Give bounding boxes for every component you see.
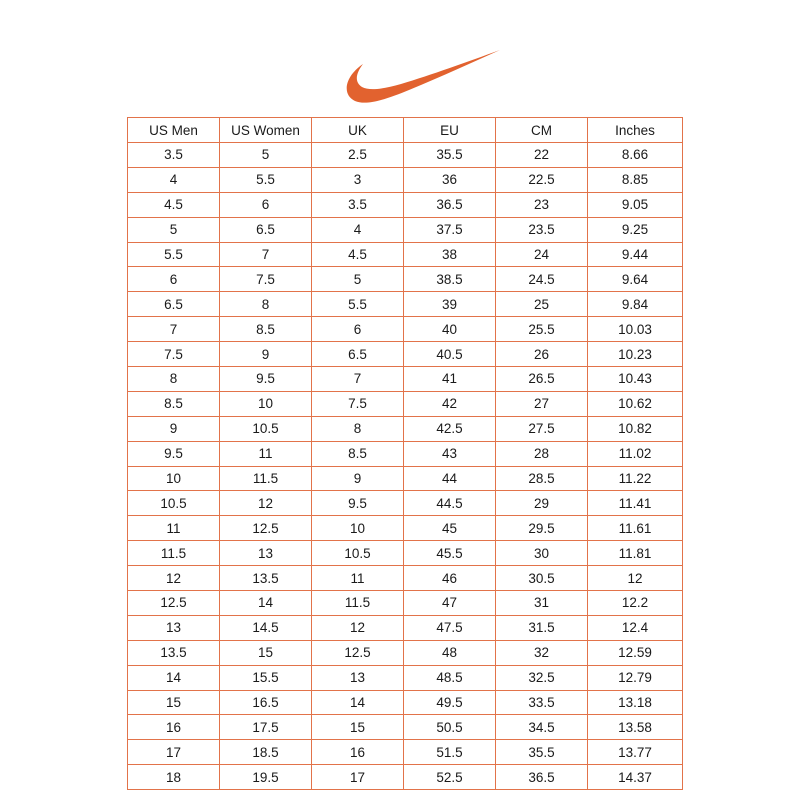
cell-us-men: 7	[128, 317, 220, 342]
cell-cm: 35.5	[496, 740, 588, 765]
cell-cm: 28.5	[496, 466, 588, 491]
table-row	[128, 167, 683, 192]
table-header-row	[128, 118, 683, 143]
cell-inches: 9.84	[588, 292, 683, 317]
cell-eu: 42.5	[404, 416, 496, 441]
cell-cm: 23	[496, 192, 588, 217]
cell-inches: 13.58	[588, 715, 683, 740]
cell-cm: 30	[496, 541, 588, 566]
cell-us-women: 12	[220, 491, 312, 516]
cell-cm: 23.5	[496, 217, 588, 242]
cell-inches: 8.85	[588, 167, 683, 192]
cell-us-women: 15	[220, 640, 312, 665]
table-row	[128, 541, 683, 566]
cell-cm: 27	[496, 391, 588, 416]
cell-cm: 24.5	[496, 267, 588, 292]
cell-inches: 10.03	[588, 317, 683, 342]
cell-eu: 50.5	[404, 715, 496, 740]
cell-us-men: 5	[128, 217, 220, 242]
cell-eu: 45	[404, 516, 496, 541]
cell-us-women: 5.5	[220, 167, 312, 192]
cell-cm: 29	[496, 491, 588, 516]
cell-uk: 10	[312, 516, 404, 541]
cell-uk: 3.5	[312, 192, 404, 217]
table-row	[128, 441, 683, 466]
cell-us-women: 9.5	[220, 367, 312, 392]
cell-inches: 12.59	[588, 640, 683, 665]
table-row	[128, 615, 683, 640]
table-row	[128, 715, 683, 740]
cell-uk: 9	[312, 466, 404, 491]
cell-cm: 31.5	[496, 615, 588, 640]
cell-us-men: 17	[128, 740, 220, 765]
cell-inches: 10.43	[588, 367, 683, 392]
cell-cm: 26	[496, 342, 588, 367]
cell-us-men: 10.5	[128, 491, 220, 516]
header-us-men: US Men	[128, 118, 220, 143]
cell-us-women: 16.5	[220, 690, 312, 715]
cell-us-women: 6	[220, 192, 312, 217]
table-row	[128, 192, 683, 217]
cell-cm: 34.5	[496, 715, 588, 740]
cell-us-women: 14.5	[220, 615, 312, 640]
cell-us-men: 12.5	[128, 591, 220, 616]
cell-inches: 10.23	[588, 342, 683, 367]
cell-uk: 3	[312, 167, 404, 192]
cell-us-men: 15	[128, 690, 220, 715]
cell-us-men: 4	[128, 167, 220, 192]
cell-uk: 17	[312, 765, 404, 790]
table-row	[128, 566, 683, 591]
cell-us-men: 11	[128, 516, 220, 541]
cell-uk: 2.5	[312, 143, 404, 168]
cell-eu: 38.5	[404, 267, 496, 292]
cell-us-women: 15.5	[220, 665, 312, 690]
cell-us-women: 19.5	[220, 765, 312, 790]
cell-cm: 25	[496, 292, 588, 317]
cell-uk: 15	[312, 715, 404, 740]
cell-uk: 16	[312, 740, 404, 765]
table-row	[128, 591, 683, 616]
cell-inches: 12.2	[588, 591, 683, 616]
cell-cm: 30.5	[496, 566, 588, 591]
cell-us-women: 8	[220, 292, 312, 317]
cell-us-men: 7.5	[128, 342, 220, 367]
cell-cm: 22	[496, 143, 588, 168]
cell-eu: 43	[404, 441, 496, 466]
cell-eu: 40	[404, 317, 496, 342]
cell-us-women: 9	[220, 342, 312, 367]
cell-inches: 11.22	[588, 466, 683, 491]
cell-uk: 7	[312, 367, 404, 392]
cell-us-men: 6.5	[128, 292, 220, 317]
cell-us-women: 10	[220, 391, 312, 416]
cell-us-women: 6.5	[220, 217, 312, 242]
cell-us-men: 3.5	[128, 143, 220, 168]
cell-eu: 48.5	[404, 665, 496, 690]
cell-us-men: 18	[128, 765, 220, 790]
cell-eu: 47	[404, 591, 496, 616]
header-cm: CM	[496, 118, 588, 143]
cell-eu: 38	[404, 242, 496, 267]
cell-uk: 5	[312, 267, 404, 292]
cell-cm: 32.5	[496, 665, 588, 690]
cell-cm: 24	[496, 242, 588, 267]
cell-cm: 25.5	[496, 317, 588, 342]
cell-inches: 11.61	[588, 516, 683, 541]
header-uk: UK	[312, 118, 404, 143]
cell-uk: 4.5	[312, 242, 404, 267]
cell-inches: 11.02	[588, 441, 683, 466]
cell-inches: 11.81	[588, 541, 683, 566]
cell-us-men: 11.5	[128, 541, 220, 566]
cell-us-men: 12	[128, 566, 220, 591]
table-row	[128, 640, 683, 665]
cell-cm: 29.5	[496, 516, 588, 541]
cell-uk: 5.5	[312, 292, 404, 317]
cell-cm: 33.5	[496, 690, 588, 715]
cell-us-men: 4.5	[128, 192, 220, 217]
table-row	[128, 143, 683, 168]
cell-eu: 46	[404, 566, 496, 591]
table-row	[128, 342, 683, 367]
cell-eu: 39	[404, 292, 496, 317]
size-chart-table	[127, 117, 683, 790]
table-row	[128, 665, 683, 690]
cell-uk: 11	[312, 566, 404, 591]
cell-uk: 8	[312, 416, 404, 441]
cell-uk: 8.5	[312, 441, 404, 466]
cell-us-men: 5.5	[128, 242, 220, 267]
cell-us-women: 5	[220, 143, 312, 168]
header-eu: EU	[404, 118, 496, 143]
cell-inches: 9.05	[588, 192, 683, 217]
cell-us-men: 6	[128, 267, 220, 292]
table-row	[128, 765, 683, 790]
cell-us-women: 11.5	[220, 466, 312, 491]
cell-us-men: 9	[128, 416, 220, 441]
cell-us-women: 13	[220, 541, 312, 566]
cell-us-men: 8.5	[128, 391, 220, 416]
cell-us-women: 13.5	[220, 566, 312, 591]
cell-us-men: 8	[128, 367, 220, 392]
cell-us-men: 13	[128, 615, 220, 640]
cell-us-men: 14	[128, 665, 220, 690]
table-row	[128, 740, 683, 765]
swoosh-icon	[343, 47, 501, 103]
table-row	[128, 317, 683, 342]
table-body	[128, 143, 683, 790]
cell-us-men: 9.5	[128, 441, 220, 466]
cell-uk: 13	[312, 665, 404, 690]
table-row	[128, 466, 683, 491]
cell-cm: 22.5	[496, 167, 588, 192]
cell-us-women: 7.5	[220, 267, 312, 292]
cell-cm: 26.5	[496, 367, 588, 392]
cell-inches: 9.64	[588, 267, 683, 292]
cell-us-men: 16	[128, 715, 220, 740]
cell-inches: 12	[588, 566, 683, 591]
table-row	[128, 367, 683, 392]
cell-uk: 6.5	[312, 342, 404, 367]
table-row	[128, 292, 683, 317]
cell-eu: 40.5	[404, 342, 496, 367]
swoosh-logo-shape	[347, 50, 500, 103]
table-row	[128, 491, 683, 516]
cell-eu: 37.5	[404, 217, 496, 242]
cell-uk: 10.5	[312, 541, 404, 566]
cell-uk: 9.5	[312, 491, 404, 516]
cell-eu: 36	[404, 167, 496, 192]
cell-eu: 36.5	[404, 192, 496, 217]
cell-cm: 28	[496, 441, 588, 466]
table-row	[128, 267, 683, 292]
cell-us-men: 10	[128, 466, 220, 491]
cell-inches: 9.25	[588, 217, 683, 242]
cell-inches: 11.41	[588, 491, 683, 516]
table-row	[128, 217, 683, 242]
cell-inches: 12.4	[588, 615, 683, 640]
cell-eu: 49.5	[404, 690, 496, 715]
cell-eu: 41	[404, 367, 496, 392]
cell-inches: 13.77	[588, 740, 683, 765]
cell-inches: 9.44	[588, 242, 683, 267]
cell-eu: 44	[404, 466, 496, 491]
cell-eu: 45.5	[404, 541, 496, 566]
cell-uk: 6	[312, 317, 404, 342]
cell-uk: 12	[312, 615, 404, 640]
table-row	[128, 391, 683, 416]
table-row	[128, 416, 683, 441]
cell-eu: 48	[404, 640, 496, 665]
cell-uk: 7.5	[312, 391, 404, 416]
cell-cm: 36.5	[496, 765, 588, 790]
cell-us-women: 12.5	[220, 516, 312, 541]
table-row	[128, 516, 683, 541]
cell-us-women: 17.5	[220, 715, 312, 740]
cell-us-women: 11	[220, 441, 312, 466]
cell-inches: 12.79	[588, 665, 683, 690]
cell-uk: 14	[312, 690, 404, 715]
table-row	[128, 242, 683, 267]
cell-us-women: 7	[220, 242, 312, 267]
cell-us-women: 10.5	[220, 416, 312, 441]
cell-us-women: 14	[220, 591, 312, 616]
cell-eu: 51.5	[404, 740, 496, 765]
cell-cm: 31	[496, 591, 588, 616]
cell-uk: 12.5	[312, 640, 404, 665]
cell-us-women: 18.5	[220, 740, 312, 765]
cell-eu: 47.5	[404, 615, 496, 640]
cell-eu: 42	[404, 391, 496, 416]
cell-inches: 13.18	[588, 690, 683, 715]
header-us-women: US Women	[220, 118, 312, 143]
cell-inches: 14.37	[588, 765, 683, 790]
cell-us-men: 13.5	[128, 640, 220, 665]
cell-inches: 10.82	[588, 416, 683, 441]
cell-inches: 8.66	[588, 143, 683, 168]
cell-inches: 10.62	[588, 391, 683, 416]
cell-us-women: 8.5	[220, 317, 312, 342]
cell-eu: 52.5	[404, 765, 496, 790]
cell-uk: 11.5	[312, 591, 404, 616]
cell-cm: 27.5	[496, 416, 588, 441]
cell-eu: 35.5	[404, 143, 496, 168]
header-inches: Inches	[588, 118, 683, 143]
table-row	[128, 690, 683, 715]
cell-eu: 44.5	[404, 491, 496, 516]
cell-cm: 32	[496, 640, 588, 665]
cell-uk: 4	[312, 217, 404, 242]
